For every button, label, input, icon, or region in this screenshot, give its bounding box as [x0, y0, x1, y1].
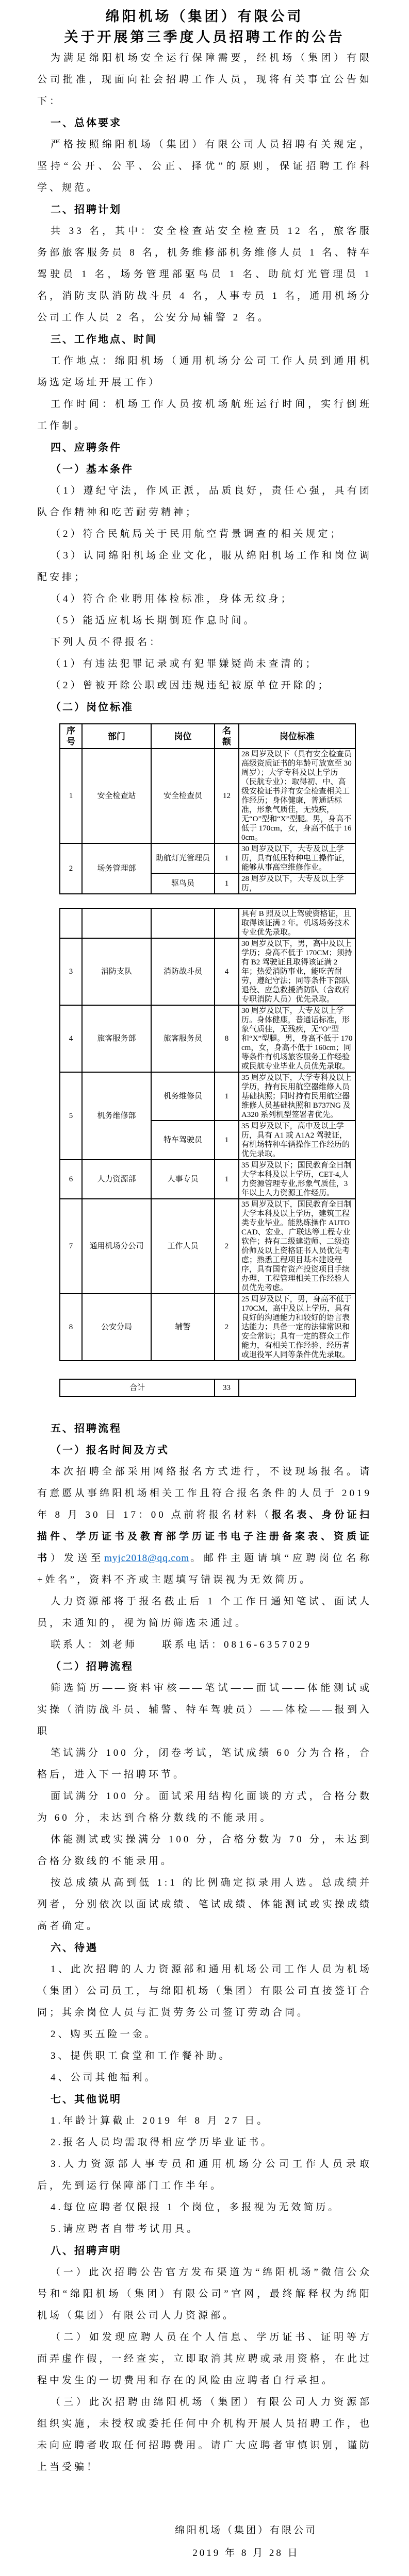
- table-row: [60, 1005, 355, 1072]
- table-cell: 机务维修部: [82, 1072, 151, 1160]
- table-row: [60, 1294, 355, 1361]
- table-cell: 35 周岁及以下，国民教育全日制大学本科及以上学历，建筑工程类专业毕业。能熟练操作 AUTO CAD、宏业、广联达等工程专业软件；持有二级建造师、二级造价师及以上资格证书人员优先考虑；熟悉工程项目基本建设程序，具有国有资产投资项目手续办理、工程管理相关工作经验人员优先考虑。: [239, 1199, 355, 1294]
- table-header-cell: 名额: [215, 724, 239, 749]
- page-title-line2: 关于开展第三季度人员招聘工作的公告: [64, 29, 345, 45]
- table-cell: 人事专员: [151, 1160, 215, 1199]
- table-cell: 12: [215, 749, 239, 843]
- section-heading-7: 七、其他说明: [51, 2094, 122, 2105]
- table-cell: 消防战斗员: [151, 938, 215, 1005]
- note-item: 1.年龄计算截止 2019 年 8 月 27 日。: [51, 2115, 270, 2126]
- section-heading-4: 四、应聘条件: [51, 442, 122, 453]
- statement-item: （三）此次招聘由绵阳机场（集团）有限公司人力资源部组织实施，未授权或委托任何中介机构开展人员招聘工作，也未向应聘者收取任何招聘费用。请广大应聘者审慎识别，谨防上当受骗！: [37, 2397, 372, 2472]
- table-cell: [151, 908, 215, 938]
- table-cell: 助航灯光管理员: [151, 843, 215, 873]
- table-row: [60, 908, 355, 938]
- table-cell: 具有 B 照及以上驾驶资格证，且取得该证满 2 年。机场场务技术专业优先录取。: [239, 908, 355, 938]
- table-cell: 合计: [60, 1379, 215, 1397]
- table-cell: 旅客服务部: [82, 1005, 151, 1072]
- paragraph: 共 33 名，其中：安全检查站安全检查员 12 名，旅客服务部旅客服务员 8 名，机务维修部机务维修人员 1 名、特车驾驶员 1 名，场务管理部驱鸟员 1 名、助航灯光管理员 1 名，消防支队消防战斗员 4 名，人事专员 1 名，通用机场分公司工作人员 2 名，公安分局辅警 2 名。: [37, 226, 372, 323]
- table-row: [60, 1160, 355, 1199]
- positions-table-segment-3: [59, 1379, 356, 1397]
- signature-date: 2019 年 8 月 28 日: [192, 2548, 300, 2558]
- table-header-row: [60, 724, 355, 749]
- section-heading-1: 一、总体要求: [51, 117, 122, 129]
- subsection-heading-application: （一）报名时间及方式: [51, 1445, 169, 1456]
- table-row: [60, 843, 355, 873]
- section-heading-8: 八、招聘声明: [51, 2245, 122, 2257]
- application-text-pre: 本次招聘全部采用网络报名方式进行，不设现场报名。请有意愿从事绵阳机场相关工作且符合报名条件的人员于 2019 年 8 月 30 日 17：00 点前将报名材料（: [37, 1466, 372, 1520]
- positions-table-segment-2: [59, 908, 356, 1361]
- benefit-item: 3、提供职工食堂和工作餐补助。: [51, 2050, 232, 2061]
- table-header-cell: 岗位: [151, 724, 215, 749]
- section-heading-2: 二、招聘计划: [51, 204, 122, 215]
- table-cell: 工作人员: [151, 1199, 215, 1294]
- subsection-heading-position-standards: （二）岗位标准: [51, 702, 134, 713]
- table-cell: 辅警: [151, 1294, 215, 1361]
- paragraph: 笔试满分 100 分，闭卷考试，笔试成绩 60 分为合格，合格后，进入下一招聘环节。: [37, 1748, 372, 1780]
- paragraph: 严格按照绵阳机场（集团）有限公司人员招聘有关规定，坚持“公开、公平、公正、择优”的原则，保证招聘工作科学、规范。: [37, 139, 372, 193]
- table-cell: 1: [215, 873, 239, 894]
- table-cell: 通用机场分公司: [82, 1199, 151, 1294]
- table-cell: 28 周岁及以下，大专及以上学历，: [239, 873, 355, 894]
- paragraph: 按总成绩从高到低 1:1 的比例确定拟录用人选。总成绩并列者，分别依次以面试成绩、笔试成绩、体能测试或实操成绩高者确定。: [37, 1877, 372, 1931]
- table-cell: 4: [60, 1005, 82, 1072]
- table-row: [60, 1072, 355, 1121]
- statement-item: （二）如发现应聘人员在个人信息、学历证书、证明等方面弄虚作假，一经查实，立即取消其应聘或录用资格，在此过程中发生的一切费用和存在的风险由应聘者自行承担。: [37, 2332, 372, 2386]
- table-cell: 安全检查站: [82, 749, 151, 843]
- table-cell: 28 周岁及以下（具有安全检查员高级资质证书的年龄可放宽至 30 周岁）；大学专科及以上学历（民航专业）；取得初、中、高级安检证书并有安全检查相关工作经历；身体健康，普通话标准，形象气质佳，无残疾，无“O”型和“X”型腿。男，身高不低于 170cm，女，身高不低于 160cm。: [239, 749, 355, 843]
- table-cell: 5: [60, 1072, 82, 1160]
- table-cell: 消防支队: [82, 938, 151, 1005]
- paragraph: 下列人员不得报名：: [51, 637, 162, 648]
- contact-line: 联系人：刘老师 联系电话：0816-6357029: [51, 1639, 312, 1650]
- table-cell: [215, 908, 239, 938]
- table-header-cell: 部门: [82, 724, 151, 749]
- table-cell: 人力资源部: [82, 1160, 151, 1199]
- table-cell: 6: [60, 1160, 82, 1199]
- ban-item: （1）有违法犯罪记录或有犯罪嫌疑尚未查清的；: [51, 658, 318, 669]
- section-heading-6: 六、待遇: [51, 1942, 98, 1954]
- table-cell: [82, 908, 151, 938]
- note-item: 5.请应聘者自带考试用具。: [51, 2224, 200, 2234]
- note-item: 2.报名人员均需取得相应学历毕业证书。: [51, 2137, 274, 2148]
- table-cell: 2: [215, 1294, 239, 1361]
- application-paragraph: [37, 1461, 372, 1591]
- signature-company: 绵阳机场（集团）有限公司: [174, 2525, 317, 2536]
- table-cell: 公安分局: [82, 1294, 151, 1361]
- table-cell: 驱鸟员: [151, 873, 215, 894]
- table-cell: 35 周岁及以下；国民教育全日制大学本科及以上学历，CET-4,人力资源管理专业,形象气质佳，3 年以上人力资源工作经历。: [239, 1160, 355, 1199]
- benefit-item: 4、公司其他福利。: [51, 2072, 157, 2083]
- benefit-item: 2、购买五险一金。: [51, 2029, 157, 2040]
- table-cell: 旅客服务员: [151, 1005, 215, 1072]
- subsection-heading-process: （二）招聘流程: [51, 1661, 134, 1672]
- condition-item: （5）能适应机场长期倒班作息时间。: [51, 615, 256, 626]
- table-cell: 4: [215, 938, 239, 1005]
- required-materials-text: 报名表、身份证扫描件、学历证书及教育部学历证书电子注册备案表、资质证书: [37, 1510, 372, 1564]
- application-text-mid: ）发送至: [51, 1553, 105, 1564]
- table-cell: 2: [215, 1199, 239, 1294]
- table-cell: 2: [60, 843, 82, 894]
- table-cell: 25 周岁及以下，男，身高不低于 170CM，高中及以上学历，具有良好的沟通能力和较好的语言表达能力；具备一定的法律常识和安全常识；具有一定的群众工作能力，有相关工作经验、经历者或退役军人同等条件优先录取。: [239, 1294, 355, 1361]
- paragraph: 工作地点：绵阳机场（通用机场分公司工作人员到通用机场选定场址开展工作）: [37, 355, 372, 388]
- paragraph: 工作时间：机场工作人员按机场航班运行时间，实行倒班工作制。: [37, 399, 372, 431]
- process-flow: 筛选简历——资料审核——笔试——面试——体能测试或实操（消防战斗员、辅警、特车驾驶员）——体检——报到入职: [37, 1683, 372, 1737]
- table-cell: 8: [215, 1005, 239, 1072]
- table-cell: 场务管理部: [82, 843, 151, 894]
- table-cell: 1: [215, 1160, 239, 1199]
- table-cell: 35 周岁及以下，高中及以上学历，具有 A1 或 A1A2 驾驶证，有机场特种车辆操作工作经历的优先录取。: [239, 1121, 355, 1160]
- table-cell: 7: [60, 1199, 82, 1294]
- table-cell: 1: [60, 749, 82, 843]
- statement-item: （一）此次招聘公告官方发布渠道为“绵阳机场”微信公众号和“绵阳机场（集团）有限公司”官网，最终解释权为绵阳机场（集团）有限公司人力资源部。: [37, 2267, 372, 2321]
- subsection-heading-basic-conditions: （一）基本条件: [51, 464, 134, 475]
- table-cell: 33: [215, 1379, 239, 1397]
- table-cell: 30 周岁及以下，男，高中及以上学历；身高不低于 170CM；须持有 B2 驾驶证且取得该证满 2 年；热爱消防事业，能吃苦耐劳，遵纪守法；同等条件下部队退役、应急救援消防队（含政府专职消防人员）优先录取。: [239, 938, 355, 1005]
- condition-item: （2）符合民航局关于民用航空背景调查的相关规定；: [51, 529, 343, 539]
- note-item: 4.每位应聘者仅限报 1 个岗位，多报视为无效简历。: [51, 2202, 341, 2213]
- condition-item: （3）认同绵阳机场企业文化，服从绵阳机场工作和岗位调配安排；: [37, 550, 372, 583]
- table-cell: 1: [215, 1121, 239, 1160]
- condition-item: （4）符合企业聘用体检标准，身体无纹身；: [51, 594, 293, 604]
- table-cell: 1: [215, 1072, 239, 1121]
- table-cell: 机务维修员: [151, 1072, 215, 1121]
- table-cell: 特车驾驶员: [151, 1121, 215, 1160]
- section-heading-3: 三、工作地点、时间: [51, 334, 157, 345]
- table-header-cell: 岗位标准: [239, 724, 355, 749]
- note-item: 3.人力资源部人事专员和通用机场分公司工作人员录取后，先到运行保障部门工作半年。: [37, 2159, 372, 2191]
- positions-table-segment-1: [59, 723, 356, 894]
- table-cell: 30 周岁及以下，大专及以上学历。身体健康，普通话标准，形象气质佳，无残疾，无“O”型和“X”型腿。男，身高不低于 170cm，女，身高不低于 160cm；同等条件有机场旅客服务工作经验或民航专业毕业人员优先录取。: [239, 1005, 355, 1072]
- positions-table: [59, 723, 372, 1397]
- table-row: [60, 1199, 355, 1294]
- table-row: [60, 749, 355, 843]
- condition-item: （1）遵纪守法，作风正派，品质良好，责任心强，具有团队合作精神和吃苦耐劳精神；: [37, 485, 372, 518]
- table-cell: 30 周岁及以下，大专及以上学历，具有低压特种电工操作证，能够从事高空维修作业。: [239, 843, 355, 873]
- email-link[interactable]: myjc2018@qq.com: [104, 1553, 190, 1564]
- ban-item: （2）曾被开除公职或因违规违纪被原单位开除的；: [51, 680, 331, 691]
- table-cell: 1: [215, 843, 239, 873]
- table-cell: [239, 1379, 355, 1397]
- section-heading-5: 五、招聘流程: [51, 1423, 122, 1434]
- table-row: [60, 938, 355, 1005]
- table-cell: 3: [60, 938, 82, 1005]
- application-text-post: 。邮件主题请填“应聘岗位名称+姓名”，资料不齐或主题填写错误视为无效简历。: [37, 1553, 372, 1585]
- table-cell: 35 周岁及以下，大学专科及以上学历，持有民用航空器维修人员基础执照；同时持有民用航空器维修人员基础执照和 B737NG 及 A320 系列机型签署者优先。: [239, 1072, 355, 1121]
- table-cell: 安全检查员: [151, 749, 215, 843]
- paragraph: 面试满分 100 分。面试采用结构化面谈的方式，合格分数为 60 分，未达到合格分数线的不能录用。: [37, 1791, 372, 1823]
- intro-paragraph: 为满足绵阳机场安全运行保障需要，经机场（集团）有限公司批准，现面向社会招聘工作人员，现将有关事宜公告如下：: [37, 53, 372, 107]
- table-cell: [60, 908, 82, 938]
- paragraph: 人力资源部将于报名截止后 1 个工作日通知笔试、面试人员，未通知的，视为简历筛选未通过。: [37, 1596, 372, 1629]
- table-header-cell: 序号: [60, 724, 82, 749]
- signature-block: [135, 2519, 357, 2565]
- benefit-item: 1、此次招聘的人力资源部和通用机场公司工作人员为机场（集团）公司员工，与绵阳机场（集团）有限公司直接签订合同；其余岗位人员与汇贤劳务公司签订劳动合同。: [37, 1964, 372, 2018]
- paragraph: 体能测试或实操满分 100 分，合格分数为 70 分，未达到合格分数线的不能录用。: [37, 1834, 372, 1867]
- table-cell: 8: [60, 1294, 82, 1361]
- table-row: [60, 1379, 355, 1397]
- page-title-line1: 绵阳机场（集团）有限公司: [105, 9, 304, 24]
